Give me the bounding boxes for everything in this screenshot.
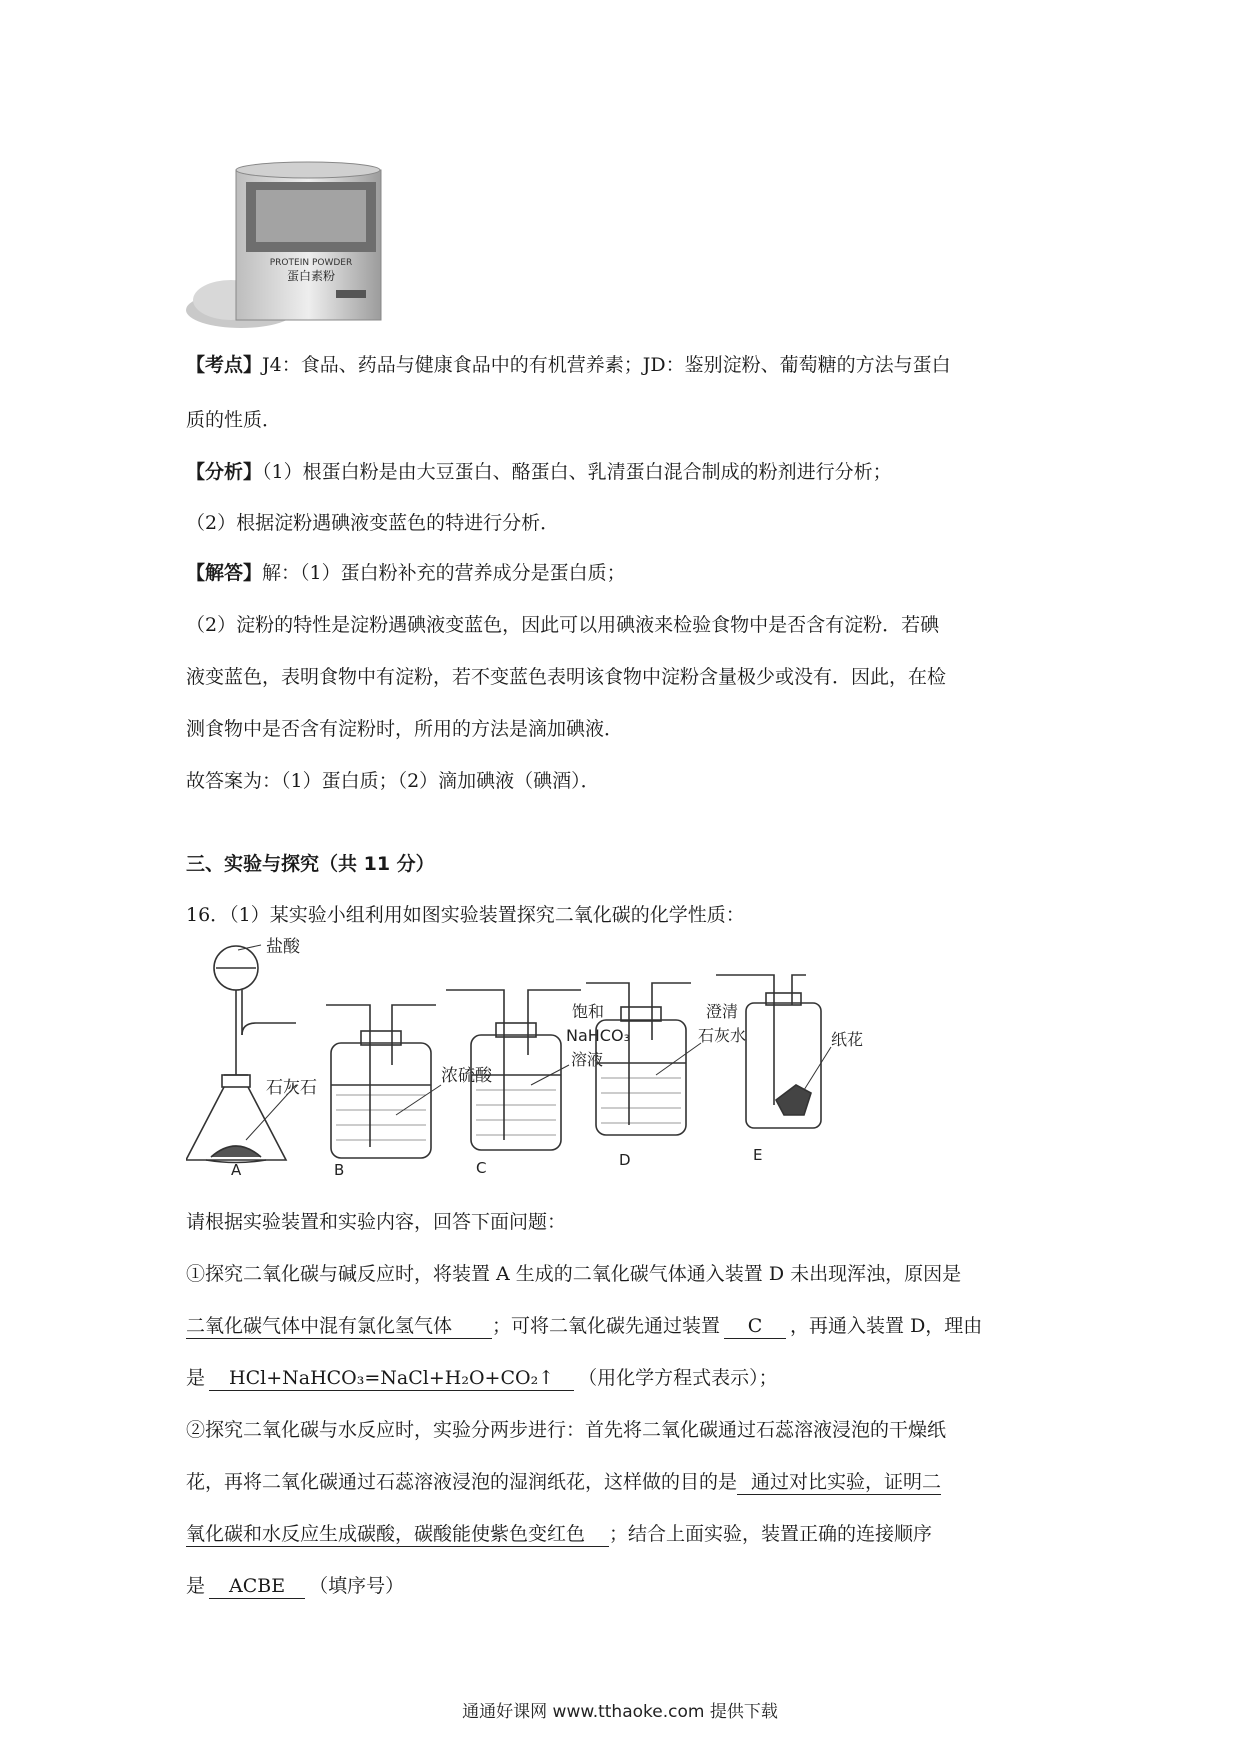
jieda-line4: 测食物中是否含有淀粉时，所用的方法是滴加碘液． (186, 718, 624, 740)
section3-title: 三、实验与探究（共 11 分） (186, 853, 435, 875)
label-nahco3-2: NaHCO₃ (566, 1026, 630, 1045)
label-h2so4: 浓硫酸 (441, 1066, 492, 1086)
letter-b: B (334, 1161, 345, 1175)
q1-tail-text: （用化学方程式表示）； (578, 1367, 778, 1389)
q1-mid-text: ；可将二氧化碳先通过装置 (492, 1315, 721, 1337)
kaodian-line2: 质的性质． (186, 409, 282, 431)
jieda-line2: （2）淀粉的特性是淀粉遇碘液变蓝色，因此可以用碘液来检验食物中是否含有淀粉．若碘 (186, 614, 940, 636)
q1-line1: ①探究二氧化碳与碱反应时，将装置 A 生成的二氧化碳气体通入装置 D 未出现浑浊，原因是 (186, 1263, 962, 1285)
footer: 通通好课网 www.tthaoke.com 提供下载 (462, 1702, 778, 1722)
q1-answer-device: C (724, 1314, 786, 1339)
label-hcl: 盐酸 (266, 937, 300, 957)
q16-stem: 16．（1）某实验小组利用如图实验装置探究二氧化碳的化学性质： (186, 904, 745, 926)
letter-e: E (753, 1146, 763, 1164)
q2-line3-tail: ；结合上面实验，装置正确的连接顺序 (609, 1523, 933, 1545)
can-label-cn: 蛋白素粉 (286, 269, 336, 283)
jieda-tag: 【解答】 (186, 562, 263, 584)
q2-line3 (186, 1521, 932, 1547)
can-label-en: PROTEIN POWDER (269, 258, 353, 268)
questions-intro: 请根据实验装置和实验内容，回答下面问题： (186, 1211, 567, 1233)
apparatus-diagram (186, 935, 916, 1175)
protein-powder-image (186, 160, 386, 330)
fenxi-line1 (186, 459, 892, 485)
jieda-text1: 解：（1）蛋白粉补充的营养成分是蛋白质； (262, 562, 626, 584)
q1-is-text: 是 (186, 1367, 206, 1389)
apparatus-b (326, 1005, 436, 1158)
fenxi-text1: （1）根蛋白粉是由大豆蛋白、酪蛋白、乳清蛋白混合制成的粉剂进行分析； (262, 461, 892, 483)
q2-line2 (186, 1469, 941, 1495)
label-nahco3-3: 溶液 (571, 1050, 604, 1069)
q1-answer-equation: HCl+NaHCO₃=NaCl+H₂O+CO₂↑ (209, 1366, 574, 1391)
letter-d: D (619, 1151, 631, 1169)
fenxi-tag: 【分析】 (186, 461, 263, 483)
q2-line2-text: 花，再将二氧化碳通过石蕊溶液浸泡的湿润纸花，这样做的目的是 (186, 1471, 738, 1493)
label-paperflower: 纸花 (831, 1030, 864, 1049)
kaodian-line1 (186, 352, 951, 378)
q2-tail-text: （填序号） (309, 1575, 405, 1597)
label-limestone: 石灰石 (266, 1078, 317, 1098)
q2-is-text: 是 (186, 1575, 206, 1597)
q2-answer-order: ACBE (209, 1574, 305, 1599)
q1-line2 (186, 1313, 982, 1339)
kaodian-tag: 【考点】 (186, 354, 263, 376)
label-limewater-2: 石灰水 (698, 1026, 747, 1045)
q2-answer-purpose-a: 通过对比实验，证明二 (737, 1470, 941, 1495)
apparatus-e (716, 975, 821, 1128)
q1-after-text: ，再通入装置 D，理由 (790, 1315, 983, 1337)
apparatus-a (186, 945, 296, 1163)
q1-answer-reason: 二氧化碳气体中混有氯化氢气体 (186, 1314, 492, 1339)
q2-line4 (186, 1573, 404, 1599)
label-limewater-1: 澄清 (706, 1002, 739, 1021)
label-nahco3-1: 饱和 (572, 1002, 605, 1021)
letter-c: C (476, 1159, 487, 1175)
jieda-answer: 故答案为：（1）蛋白质；（2）滴加碘液（碘酒）． (186, 770, 600, 792)
kaodian-text1: J4：食品、药品与健康食品中的有机营养素；JD：鉴别淀粉、葡萄糖的方法与蛋白 (262, 354, 951, 376)
fenxi-line2: （2）根据淀粉遇碘液变蓝色的特进行分析． (186, 512, 560, 534)
letter-a: A (231, 1161, 242, 1175)
jieda-line3: 液变蓝色，表明食物中有淀粉，若不变蓝色表明该食物中淀粉含量极少或没有．因此，在检 (186, 666, 947, 688)
jieda-line1 (186, 560, 626, 586)
q1-line3 (186, 1365, 778, 1391)
q2-answer-purpose-b: 氧化碳和水反应生成碳酸，碳酸能使紫色变红色 (186, 1522, 609, 1547)
q2-line1: ②探究二氧化碳与水反应时，实验分两步进行：首先将二氧化碳通过石蕊溶液浸泡的干燥纸 (186, 1419, 947, 1441)
